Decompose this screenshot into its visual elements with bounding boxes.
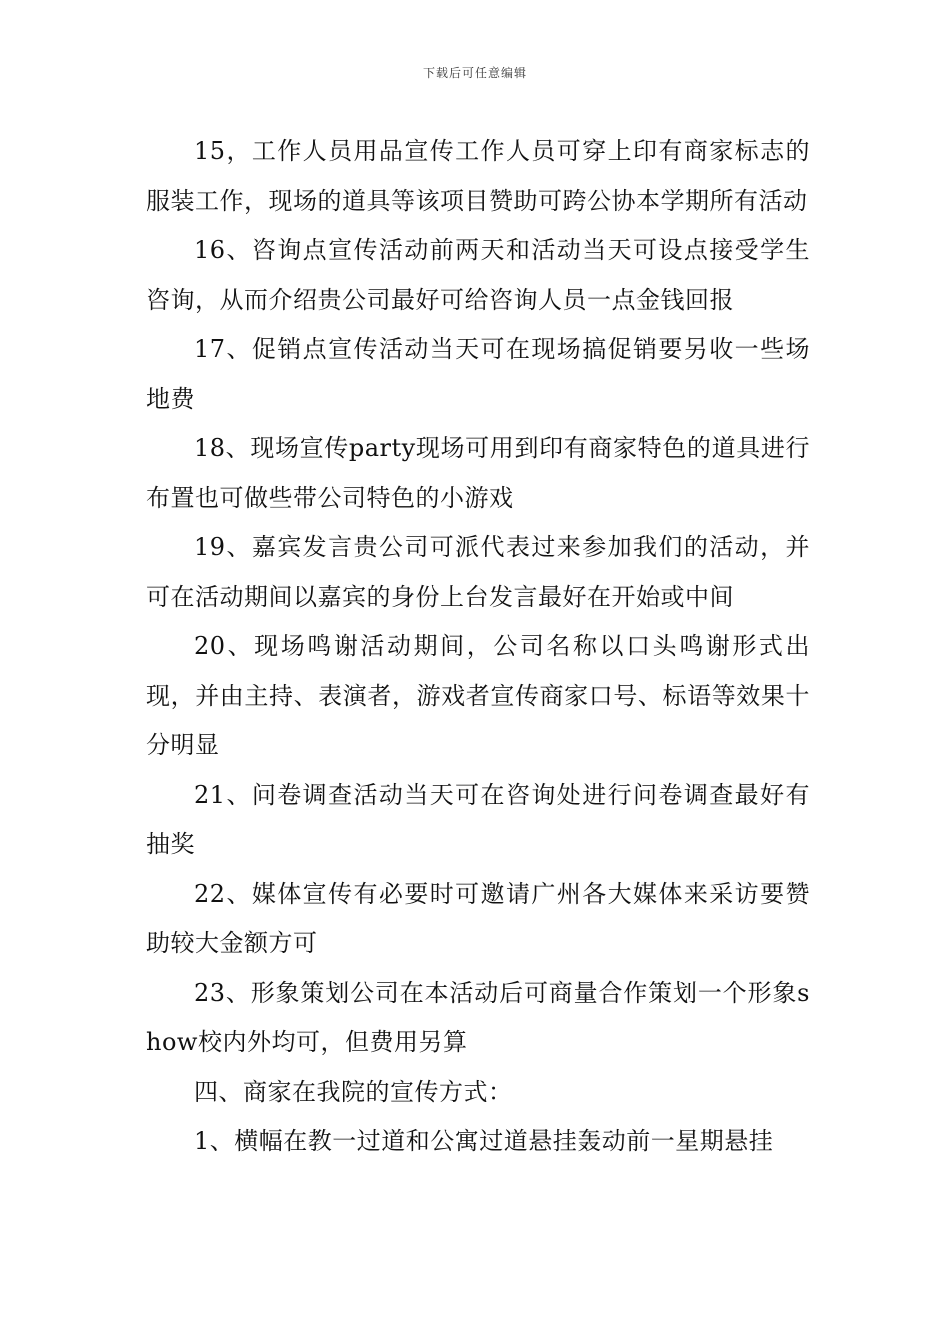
document-body: [146, 127, 810, 1167]
page-header-note: 下载后可任意编辑: [422, 66, 527, 80]
paragraph-item-19: 19、嘉宾发言贵公司可派代表过来参加我们的活动，并可在活动期间以嘉宾的身份上台发言最好在开始或中间: [146, 533, 810, 611]
paragraph-item-15: 15，工作人员用品宣传工作人员可穿上印有商家标志的服装工作，现场的道具等该项目赞助可跨公协本学期所有活动: [146, 137, 810, 215]
paragraph-item-20: 20、现场鸣谢活动期间，公司名称以口头鸣谢形式出现，并由主持、表演者，游戏者宣传商家口号、标语等效果十分明显: [146, 632, 810, 759]
paragraph-item-21: 21、问卷调查活动当天可在咨询处进行问卷调查最好有抽奖: [146, 780, 810, 858]
paragraph-item-1: 1、横幅在教一过道和公寓过道悬挂轰动前一星期悬挂: [194, 1127, 774, 1155]
paragraph-item-18: 18、现场宣传party现场可用到印有商家特色的道具进行布置也可做些带公司特色的小游戏: [146, 434, 810, 512]
paragraph-item-16: 16、咨询点宣传活动前两天和活动当天可设点接受学生咨询，从而介绍贵公司最好可给咨询人员一点金钱回报: [146, 236, 810, 314]
paragraph-item-23: 23、形象策划公司在本活动后可商量合作策划一个形象show校内外均可，但费用另算: [146, 978, 810, 1056]
section-heading-4: 四、商家在我院的宣传方式：: [194, 1077, 513, 1106]
paragraph-item-22: 22、媒体宣传有必要时可邀请广州各大媒体来采访要赞助较大金额方可: [146, 879, 810, 957]
paragraph-item-17: 17、促销点宣传活动当天可在现场搞促销要另收一些场地费: [146, 335, 810, 413]
